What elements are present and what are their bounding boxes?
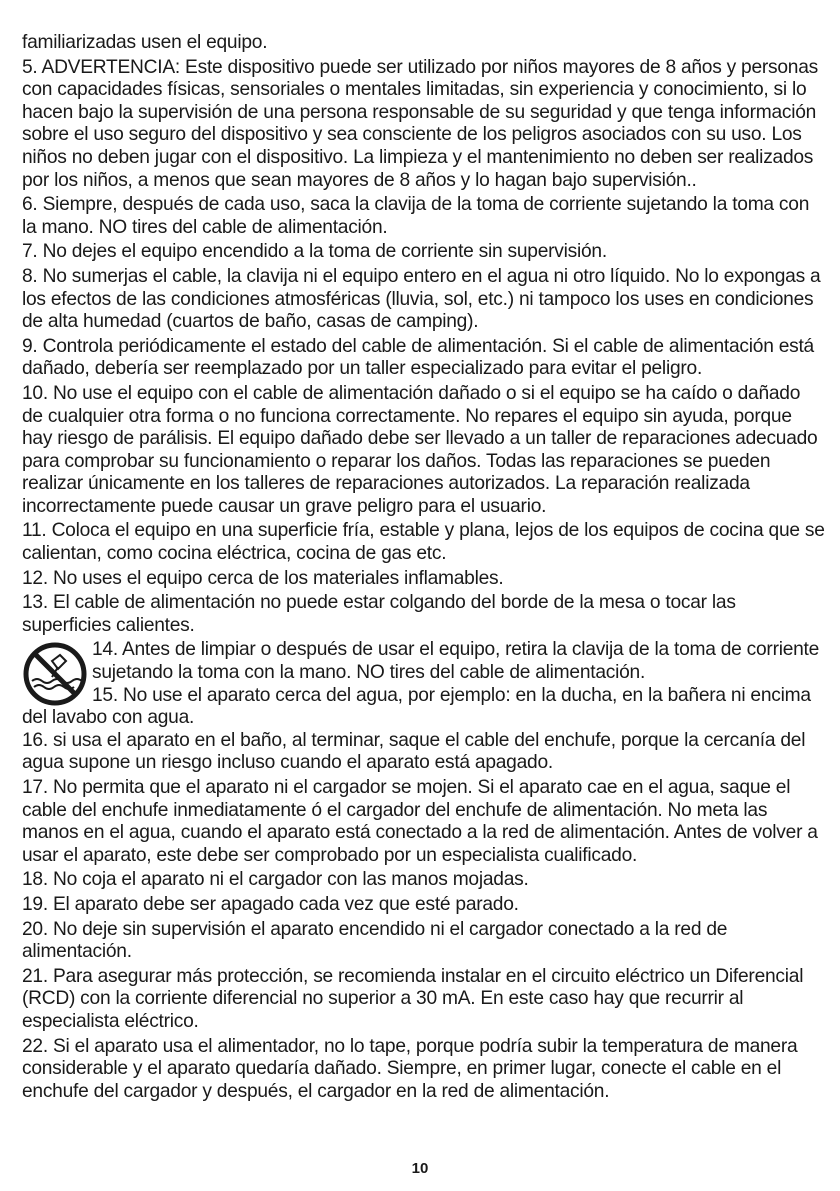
paragraph-14: 14. Antes de limpiar o después de usar el equipo, retira la clavija de la toma de corriente sujetando la toma con la mano. NO tires del cable de alimentación. xyxy=(92,639,820,684)
paragraph-16: 16. si usa el aparato en el baño, al terminar, saque el cable del enchufe, porque la cercanía del agua supone un riesgo incluso cuando el aparato está apagado. xyxy=(22,729,806,774)
paragraph-11: 11. Coloca el equipo en una superficie fría, estable y plana, lejos de los equipos de cocina que se calientan, como cocina eléctrica, cocina de gas etc. xyxy=(22,520,825,565)
paragraph-22: 22. Si el aparato usa el alimentador, no lo tape, porque podría subir la temperatura de manera considerable y el aparato quedaría dañado. Siempre, en primer lugar, conecte el cable en el enchufe del cargador y después, el cargador en la red de alimentación. xyxy=(22,1035,798,1102)
paragraph-19: 19. El aparato debe ser apagado cada vez que esté parado. xyxy=(22,893,519,915)
paragraph-15: 15. No use el aparato cerca del agua, por ejemplo: en la ducha, en la bañera ni encima del lavabo con agua. xyxy=(22,684,811,729)
warning-block xyxy=(22,639,826,729)
paragraph-continuation: familiarizadas usen el equipo. xyxy=(22,32,268,53)
paragraph-12: 12. No uses el equipo cerca de los materiales inflamables. xyxy=(22,567,504,589)
paragraph-7: 7. No dejes el equipo encendido a la toma de corriente sin supervisión. xyxy=(22,241,607,263)
paragraph-8: 8. No sumerjas el cable, la clavija ni el equipo entero en el agua ni otro líquido. No lo expongas a los efectos de las condiciones atmosféricas (lluvia, sol, etc.) ni tampoco los uses en condiciones de alta humedad (cuartos de baño, casas de camping). xyxy=(22,265,821,333)
paragraph-17: 17. No permita que el aparato ni el cargador se mojen. Si el aparato cae en el agua, saque el cable del enchufe inmediatamente ó el cargador del enchufe de alimentación. No meta las manos en el agua, cuando el aparato está conectado a la red de alimentación. Antes de volver a usar el aparato, este debe ser comprobado por un especialista cualificado. xyxy=(22,777,818,866)
paragraph-10: 10. No use el equipo con el cable de alimentación dañado o si el equipo se ha caído o dañado de cualquier otra forma o no funciona correctamente. No repares el equipo sin ayuda, porque hay riesgo de parálisis. El equipo dañado debe ser llevado a un taller de reparaciones adecuado para comprobar su funcionamiento o reparar los daños. Todas las reparaciones se pueden realizar únicamente en los talleres de reparaciones autorizados. La reparación realizada incorrectamente puede causar un grave peligro para el usuario. xyxy=(22,382,818,517)
paragraph-6: 6. Siempre, después de cada uso, saca la clavija de la toma de corriente sujetando la toma con la mano. NO tires del cable de alimentación. xyxy=(22,194,810,238)
paragraph-18: 18. No coja el aparato ni el cargador con las manos mojadas. xyxy=(22,869,529,891)
paragraph-5: 5. ADVERTENCIA: Este dispositivo puede ser utilizado por niños mayores de 8 años y personas con capacidades físicas, sensoriales o mentales limitadas, sin experiencia y conocimiento, si lo hacen bajo la supervisión de una persona responsable de su seguridad y que tenga información sobre el uso seguro del dispositivo y sea consciente de los peligros asociados con su uso. Los niños no deben jugar con el dispositivo. La limpieza y el mantenimiento no deben ser realizados por los niños, a menos que sean mayores de 8 años y lo hagan bajo supervisión.. xyxy=(22,56,818,191)
paragraph-20: 20. No deje sin supervisión el aparato encendido ni el cargador conectado a la red de alimentación. xyxy=(22,918,728,963)
paragraph-9: 9. Controla periódicamente el estado del cable de alimentación. Si el cable de alimentación está dañado, debería ser reemplazado por un taller especializado para evitar el peligro. xyxy=(22,335,814,380)
no-water-immersion-icon xyxy=(22,641,88,707)
paragraph-21: 21. Para asegurar más protección, se recomienda instalar en el circuito eléctrico un Diferencial (RCD) con la corriente diferencial no superior a 30 mA. En este caso hay que recurrir al especialista eléctrico. xyxy=(22,965,804,1032)
paragraph-13: 13. El cable de alimentación no puede estar colgando del borde de la mesa o tocar las superficies calientes. xyxy=(22,592,736,636)
page-number: 10 xyxy=(411,1160,429,1177)
